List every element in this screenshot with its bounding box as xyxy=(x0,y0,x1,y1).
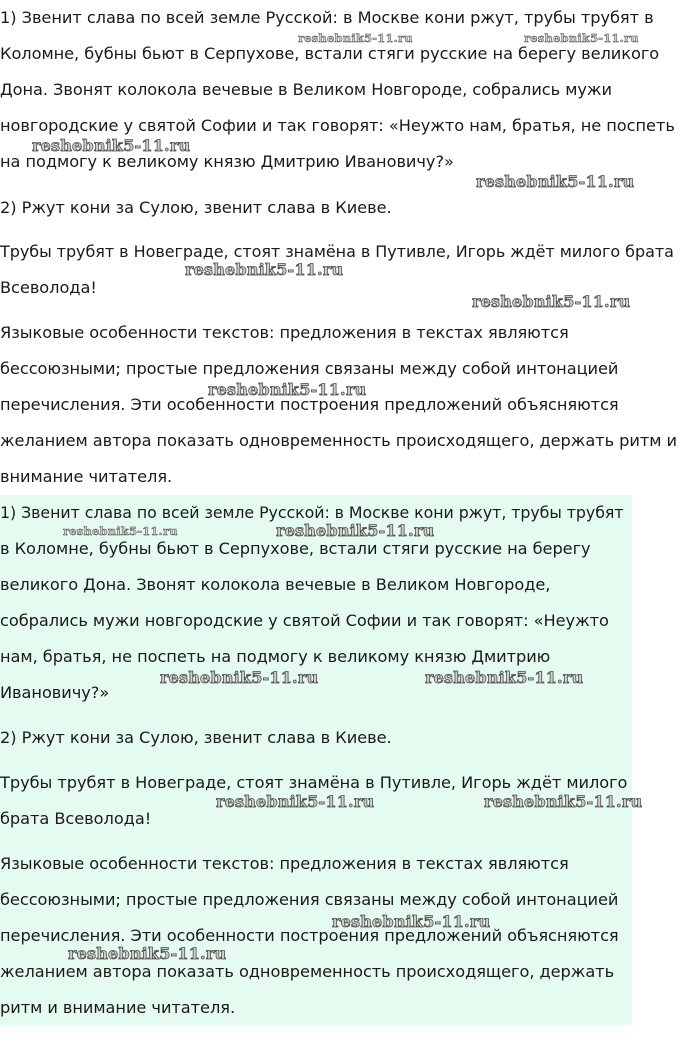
watermark: reshebnik5-11.ru xyxy=(332,912,491,931)
watermark: reshebnik5-11.ru xyxy=(216,792,375,811)
watermark: reshebnik5-11.ru xyxy=(425,668,584,687)
watermark: reshebnik5-11.ru xyxy=(298,31,413,45)
watermark: reshebnik5-11.ru xyxy=(68,944,227,963)
text-line: Всеволода! xyxy=(0,278,97,297)
text-line: бессоюзными; простые предложения связаны между собой интонацией xyxy=(0,890,619,909)
text-line: желанием автора показать одновременность происходящего, держать ритм и xyxy=(0,431,677,450)
watermark: reshebnik5-11.ru xyxy=(472,292,631,311)
watermark: reshebnik5-11.ru xyxy=(484,792,643,811)
answer-block-plain xyxy=(0,0,680,495)
watermark: reshebnik5-11.ru xyxy=(185,260,344,279)
text-line: в Коломне, бубны бьют в Серпухове, встали стяги русские на берегу xyxy=(0,539,591,558)
watermark: reshebnik5-11.ru xyxy=(32,136,191,155)
text-line: нам, братья, не поспеть на подмогу к великому князю Дмитрию xyxy=(0,647,551,666)
text-line: ритм и внимание читателя. xyxy=(0,998,236,1017)
text-line: новгородские у святой Софии и так говорят: «Неужто нам, братья, не поспеть xyxy=(0,116,675,135)
text-line: на подмогу к великому князю Дмитрию Ивановичу?» xyxy=(0,152,454,171)
text-line: перечисления. Эти особенности построения предложений объясняются xyxy=(0,395,619,414)
text-line: 2) Ржут кони за Сулою, звенит слава в Киеве. xyxy=(0,198,392,217)
watermark: reshebnik5-11.ru xyxy=(63,524,178,538)
watermark: reshebnik5-11.ru xyxy=(160,668,319,687)
text-line: внимание читателя. xyxy=(0,467,173,486)
text-line: 1) Звенит слава по всей земле Русской: в Москве кони ржут, трубы трубят xyxy=(0,503,624,522)
text-line: собрались мужи новгородские у святой Софии и так говорят: «Неужто xyxy=(0,611,609,630)
watermark: reshebnik5-11.ru xyxy=(276,521,435,540)
text-line: Ивановичу?» xyxy=(0,683,110,702)
text-line: бессоюзными; простые предложения связаны между собой интонацией xyxy=(0,359,619,378)
text-line: Коломне, бубны бьют в Серпухове, встали стяги русские на берегу великого xyxy=(0,44,660,63)
text-line: перечисления. Эти особенности построения предложений объясняются xyxy=(0,926,619,945)
text-line: 2) Ржут кони за Сулою, звенит слава в Киеве. xyxy=(0,728,392,747)
text-line: Трубы трубят в Новеграде, стоят знамёна в Путивле, Игорь ждёт милого xyxy=(0,773,628,792)
text-line: Языковые особенности текстов: предложения в текстах являются xyxy=(0,854,569,873)
watermark: reshebnik5-11.ru xyxy=(524,31,639,45)
watermark: reshebnik5-11.ru xyxy=(476,172,635,191)
text-line: желанием автора показать одновременность происходящего, держать xyxy=(0,962,615,981)
watermark: reshebnik5-11.ru xyxy=(208,380,367,399)
text-line: 1) Звенит слава по всей земле Русской: в Москве кони ржут, трубы трубят в xyxy=(0,8,654,27)
text-line: Языковые особенности текстов: предложения в текстах являются xyxy=(0,323,569,342)
text-line: брата Всеволода! xyxy=(0,809,152,828)
text-line: Дона. Звонят колокола вечевые в Великом Новгороде, собрались мужи xyxy=(0,80,612,99)
text-line: великого Дона. Звонят колокола вечевые в Великом Новгороде, xyxy=(0,575,551,594)
text-line: Трубы трубят в Новеграде, стоят знамёна в Путивле, Игорь ждёт милого брата xyxy=(0,242,674,261)
